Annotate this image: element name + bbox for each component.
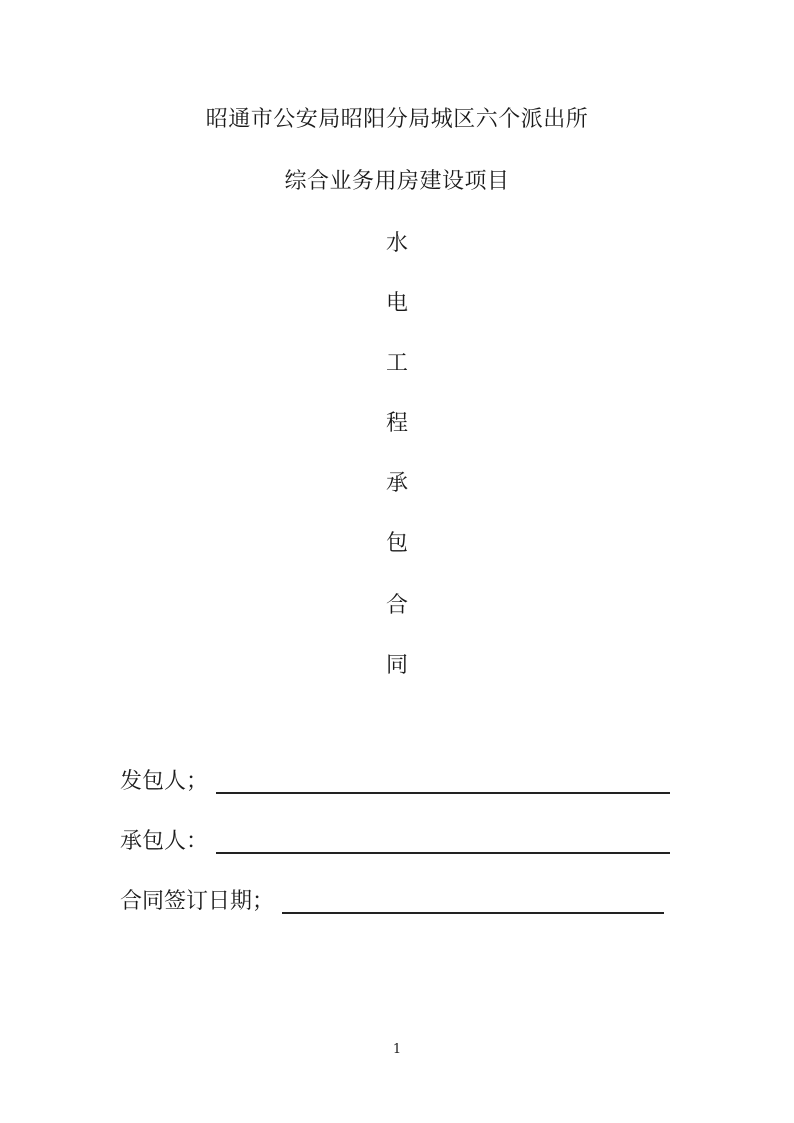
document-title-line-2: 综合业务用房建设项目 [284, 169, 510, 194]
document-title-line-1: 昭通市公安局昭阳分局城区六个派出所 [205, 107, 589, 132]
vertical-title-char: 承 [385, 471, 408, 496]
vertical-title-char: 程 [385, 411, 408, 436]
contractor-field [120, 822, 670, 856]
sign-date-label: 合同签订日期； [120, 889, 275, 914]
page-number: 1 [392, 1042, 402, 1057]
vertical-title-char: 包 [385, 531, 408, 556]
employer-field [120, 762, 670, 796]
employer-label: 发包人； [120, 769, 209, 794]
vertical-title-char: 工 [385, 351, 408, 376]
sign-date-line[interactable] [282, 888, 664, 914]
contractor-label: 承包人： [120, 829, 209, 854]
vertical-title-char: 合 [385, 593, 408, 618]
vertical-title-char: 电 [385, 291, 408, 316]
employer-signature-line[interactable] [216, 768, 670, 794]
contractor-signature-line[interactable] [216, 828, 670, 854]
vertical-title-char: 水 [385, 231, 408, 256]
vertical-title-char: 同 [385, 653, 408, 678]
sign-date-field [120, 882, 664, 916]
